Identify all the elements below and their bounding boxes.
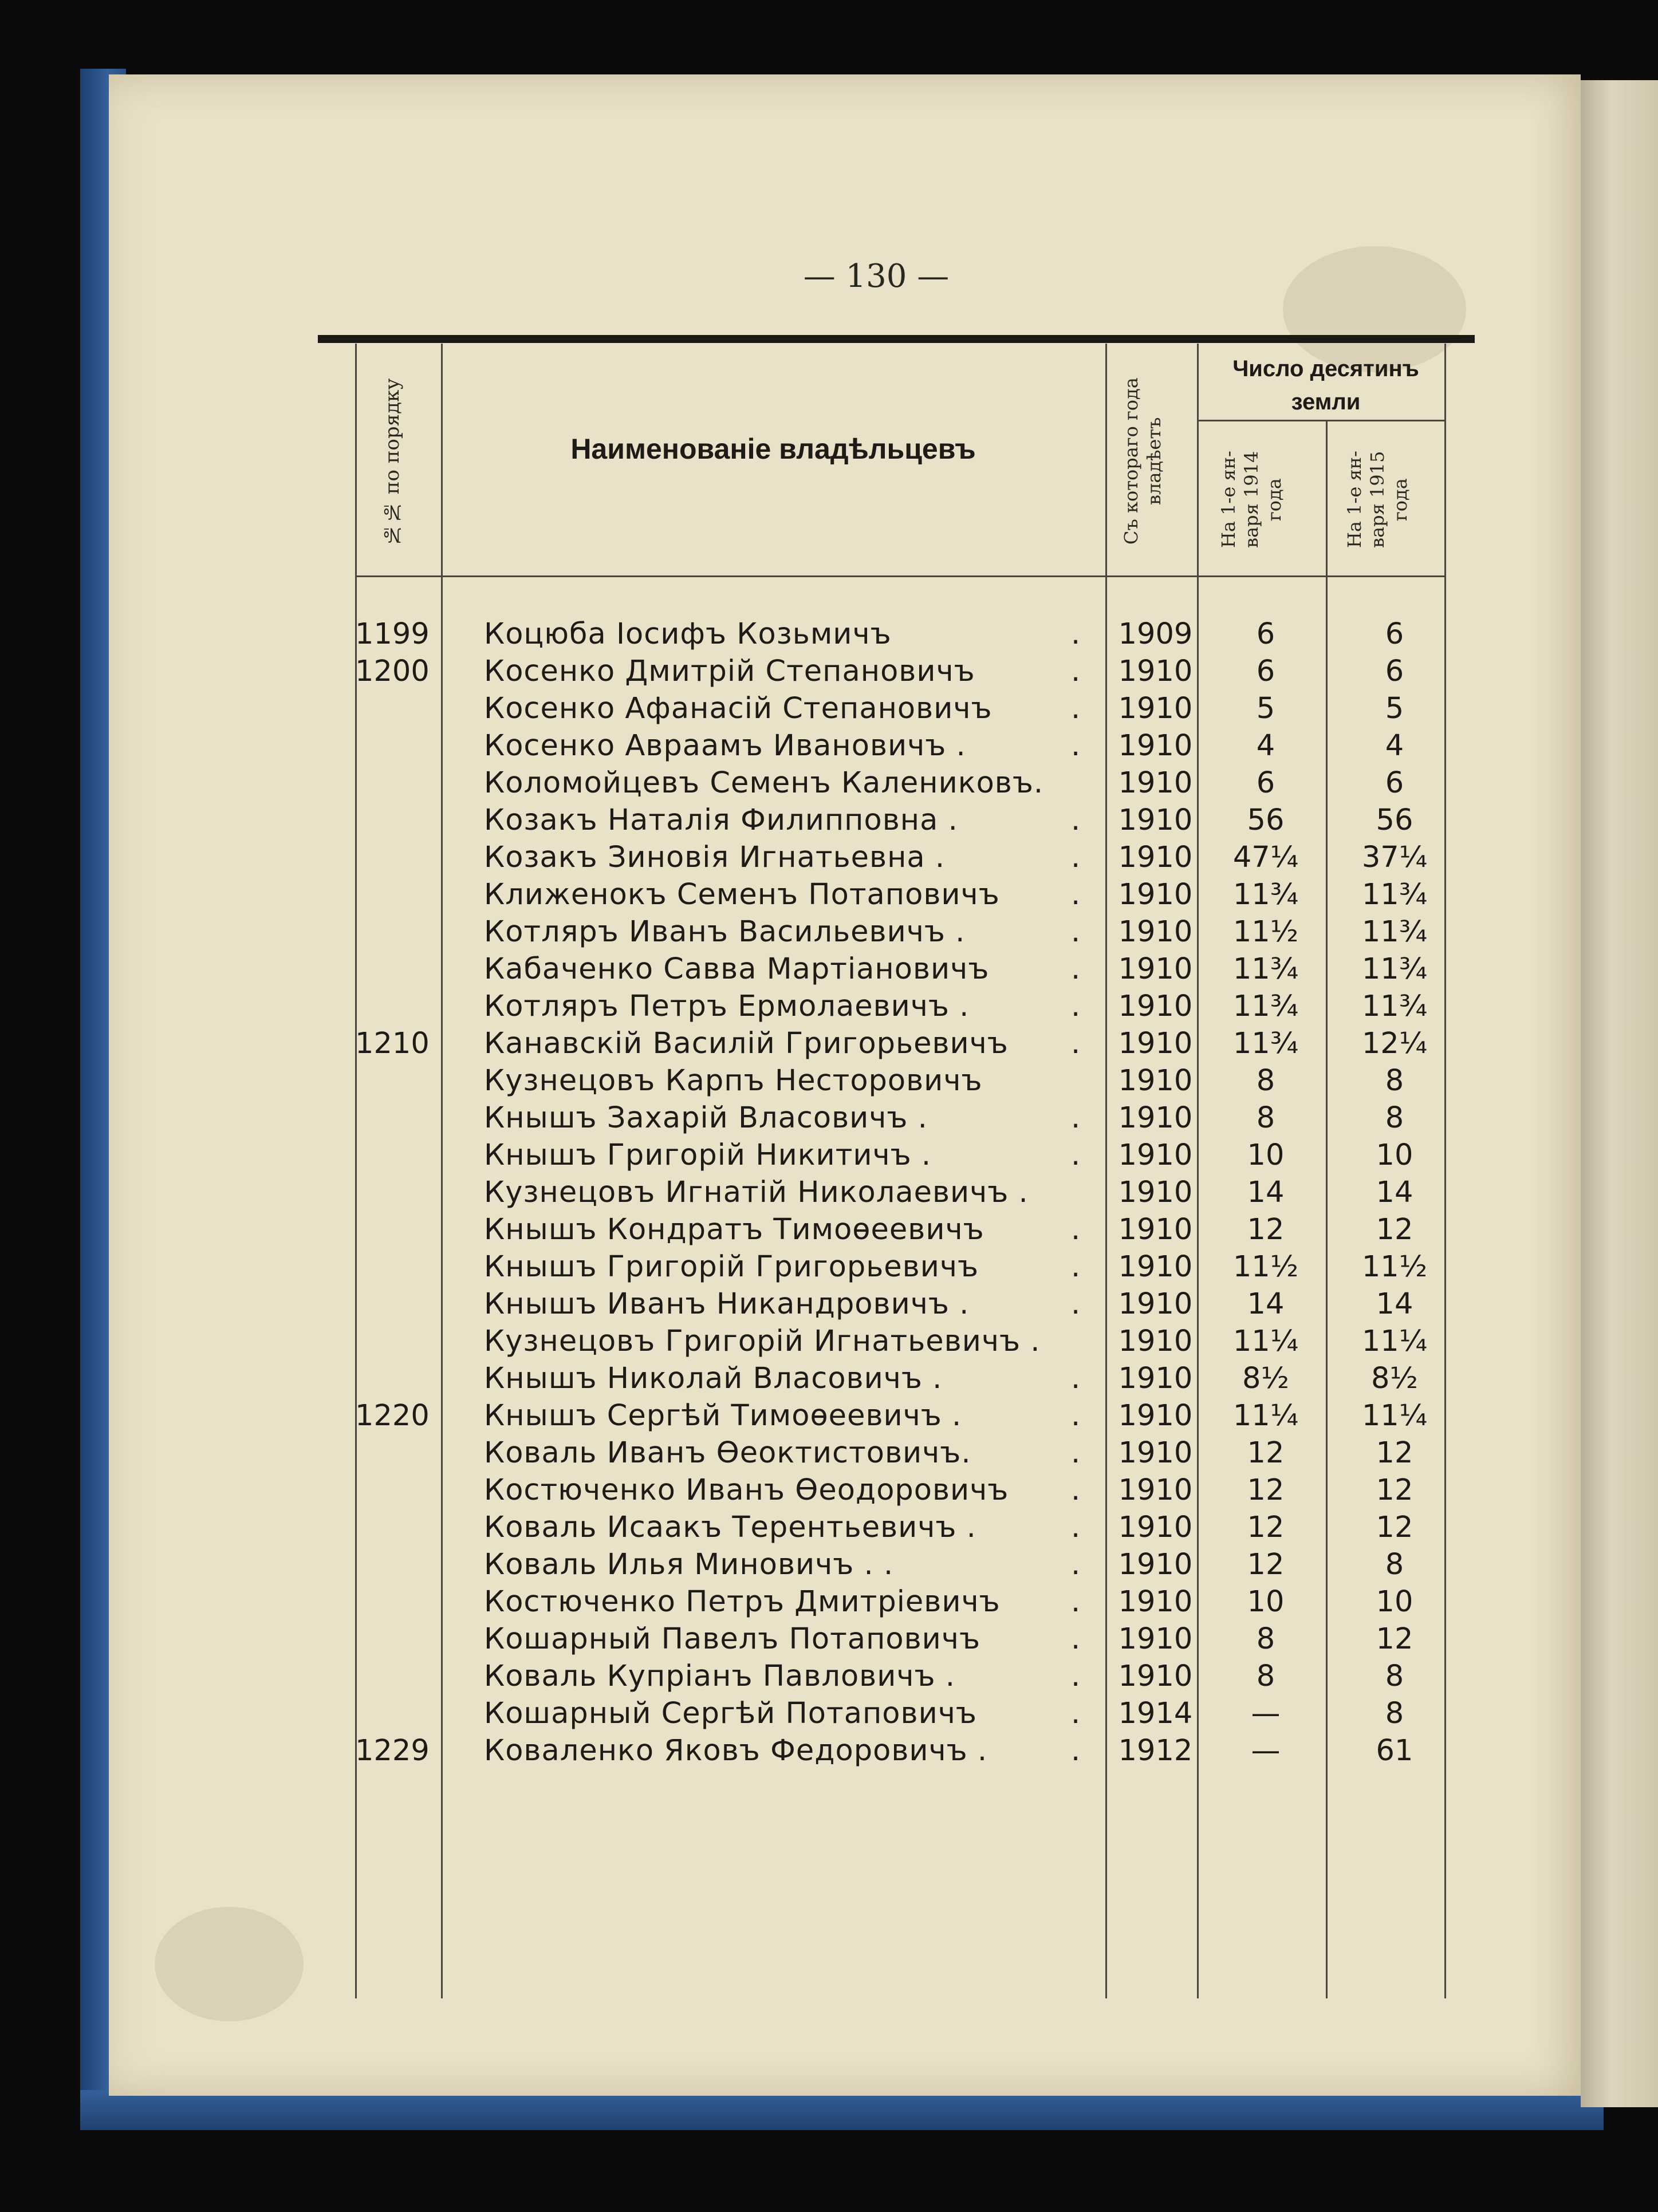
row-since-year: 1910 [1118, 1399, 1193, 1433]
table-row [0, 802, 1489, 839]
row-land-1914: 11½ [1232, 915, 1299, 949]
row-owner-name: Кнышъ Григорій Григорьевичъ [484, 1250, 979, 1284]
row-land-1915: 12 [1376, 1436, 1413, 1470]
row-owner-name: Кузнецовъ Игнатій Николаевичъ . [484, 1176, 1029, 1209]
row-since-year: 1909 [1118, 617, 1193, 651]
row-land-1914: 8 [1256, 1101, 1275, 1135]
row-land-1914: 11¾ [1232, 878, 1299, 912]
row-land-1914: 10 [1247, 1585, 1285, 1619]
row-land-1914: 8 [1256, 1064, 1275, 1098]
table-row [0, 988, 1489, 1025]
row-land-1915: 5 [1385, 692, 1404, 725]
table-row [0, 1509, 1489, 1546]
row-leader-dot: . [1071, 1734, 1081, 1768]
row-land-1915: 11¾ [1361, 915, 1428, 949]
row-leader-dot: . [1071, 878, 1081, 912]
row-land-1915: 8½ [1371, 1362, 1418, 1395]
table-row [0, 1732, 1489, 1769]
row-owner-name: Коваль Илья Миновичъ . . [484, 1548, 894, 1582]
row-since-year: 1910 [1118, 1101, 1193, 1135]
row-land-1915: 8 [1385, 1697, 1404, 1730]
table-row [0, 876, 1489, 913]
row-land-1914: 14 [1247, 1176, 1285, 1209]
row-land-1914: 12 [1247, 1473, 1285, 1507]
row-land-1915: 11½ [1361, 1250, 1428, 1284]
row-owner-name: Кузнецовъ Карпъ Несторовичъ [484, 1064, 983, 1098]
row-land-1914: 10 [1247, 1138, 1285, 1172]
table-row [0, 1211, 1489, 1248]
row-leader-dot: . [1071, 1548, 1081, 1582]
row-since-year: 1910 [1118, 1027, 1193, 1060]
table-row [0, 1472, 1489, 1509]
row-since-year: 1910 [1118, 1585, 1193, 1619]
row-order-number: 1210 [355, 1027, 430, 1060]
row-leader-dot: . [1071, 1622, 1081, 1656]
row-leader-dot: . [1071, 729, 1081, 763]
row-land-1914: 11¼ [1232, 1324, 1299, 1358]
row-land-1914: 12 [1247, 1213, 1285, 1247]
row-land-1915: 11¾ [1361, 878, 1428, 912]
row-land-1914: 5 [1256, 692, 1275, 725]
row-leader-dot: . [1071, 1101, 1081, 1135]
row-land-1915: 56 [1376, 803, 1413, 837]
table-row [0, 1546, 1489, 1583]
row-land-1914: 8½ [1242, 1362, 1289, 1395]
row-land-1915: 12 [1376, 1511, 1413, 1544]
row-leader-dot: . [1071, 1213, 1081, 1247]
table-row [0, 1583, 1489, 1620]
row-owner-name: Коцюба Іосифъ Козьмичъ [484, 617, 892, 651]
row-owner-name: Коваленко Яковъ Федоровичъ . [484, 1734, 988, 1768]
row-land-1915: 8 [1385, 1548, 1404, 1582]
row-land-1915: 14 [1376, 1287, 1413, 1321]
row-since-year: 1910 [1118, 1548, 1193, 1582]
table-row [0, 913, 1489, 951]
row-land-1914: 6 [1256, 654, 1275, 688]
column-group-land-header: Число десятинъ земли [1232, 356, 1419, 415]
table-row [0, 1360, 1489, 1397]
row-land-1914: 12 [1247, 1548, 1285, 1582]
row-since-year: 1914 [1118, 1697, 1193, 1730]
row-leader-dot: . [1071, 1287, 1081, 1321]
table-row [0, 1025, 1489, 1062]
row-land-1915: 14 [1376, 1176, 1413, 1209]
row-leader-dot: . [1071, 989, 1081, 1023]
table-row [0, 951, 1489, 988]
row-land-1915: 6 [1385, 766, 1404, 800]
row-land-1915: 8 [1385, 1064, 1404, 1098]
column-header-jan-1914: На 1-е ян- варя 1914 года [1218, 451, 1285, 549]
table-row [0, 616, 1489, 653]
row-land-1914: 11½ [1232, 1250, 1299, 1284]
row-land-1914: 8 [1256, 1659, 1275, 1693]
row-owner-name: Кнышъ Захарій Власовичъ . [484, 1101, 928, 1135]
row-land-1914: 6 [1256, 617, 1275, 651]
row-since-year: 1910 [1118, 915, 1193, 949]
row-owner-name: Коваль Исаакъ Терентьевичъ . [484, 1511, 976, 1544]
row-owner-name: Кнышъ Николай Власовичъ . [484, 1362, 943, 1395]
row-leader-dot: . [1071, 1399, 1081, 1433]
row-leader-dot: . [1071, 617, 1081, 651]
row-land-1914: 47¼ [1232, 841, 1299, 874]
table-row [0, 1434, 1489, 1472]
row-leader-dot: . [1071, 1511, 1081, 1544]
row-since-year: 1910 [1118, 841, 1193, 874]
table-row [0, 1695, 1489, 1732]
row-owner-name: Кошарный Сергѣй Потаповичъ [484, 1697, 977, 1730]
row-leader-dot: . [1071, 841, 1081, 874]
row-leader-dot: . [1071, 1436, 1081, 1470]
row-owner-name: Кабаченко Савва Мартіановичъ [484, 952, 990, 986]
row-since-year: 1910 [1118, 1473, 1193, 1507]
row-leader-dot: . [1071, 1697, 1081, 1730]
row-leader-dot: . [1071, 692, 1081, 725]
row-owner-name: Клиженокъ Семенъ Потаповичъ [484, 878, 1000, 912]
row-leader-dot: . [1071, 915, 1081, 949]
row-land-1915: 11¾ [1361, 989, 1428, 1023]
row-land-1915: 8 [1385, 1659, 1404, 1693]
row-owner-name: Козакъ Наталія Филипповна . [484, 803, 958, 837]
page-number: — 130 — [803, 258, 950, 295]
row-land-1915: 61 [1376, 1734, 1413, 1768]
row-land-1915: 12 [1376, 1473, 1413, 1507]
row-owner-name: Костюченко Петръ Дмитріевичъ [484, 1585, 1001, 1619]
table-row [0, 1323, 1489, 1360]
row-owner-name: Костюченко Иванъ Ѳеодоровичъ [484, 1473, 1009, 1507]
row-leader-dot: . [1071, 654, 1081, 688]
row-owner-name: Кнышъ Григорій Никитичъ . [484, 1138, 932, 1172]
row-since-year: 1910 [1118, 1138, 1193, 1172]
table-row [0, 764, 1489, 802]
row-order-number: 1199 [355, 617, 430, 651]
row-leader-dot: . [1071, 952, 1081, 986]
row-order-number: 1229 [355, 1734, 430, 1768]
column-header-owners: Наименованіе владѣльцевъ [570, 433, 976, 465]
row-owner-name: Кнышъ Иванъ Никандровичъ . [484, 1287, 970, 1321]
row-since-year: 1910 [1118, 1213, 1193, 1247]
row-since-year: 1910 [1118, 989, 1193, 1023]
row-order-number: 1200 [355, 654, 430, 688]
row-leader-dot: . [1071, 1027, 1081, 1060]
row-since-year: 1910 [1118, 1287, 1193, 1321]
row-leader-dot: . [1071, 1473, 1081, 1507]
table-row [0, 1286, 1489, 1323]
row-land-1914: 14 [1247, 1287, 1285, 1321]
table-row [0, 1174, 1489, 1211]
row-land-1915: 12 [1376, 1622, 1413, 1656]
row-leader-dot: . [1071, 1362, 1081, 1395]
row-owner-name: Котляръ Иванъ Васильевичъ . [484, 915, 966, 949]
row-since-year: 1910 [1118, 1659, 1193, 1693]
row-owner-name: Коваль Купріанъ Павловичъ . [484, 1659, 955, 1693]
row-since-year: 1910 [1118, 1176, 1193, 1209]
row-land-1915: 37¼ [1361, 841, 1428, 874]
row-land-1914: 11¼ [1232, 1399, 1299, 1433]
row-owner-name: Коваль Иванъ Ѳеоктистовичъ. [484, 1436, 971, 1470]
book-cover-bottom [80, 2090, 1604, 2130]
row-land-1914: — [1251, 1697, 1281, 1730]
row-leader-dot: . [1071, 1250, 1081, 1284]
table-row [0, 690, 1489, 727]
header-bottom-rule [355, 575, 1444, 577]
table-row [0, 727, 1489, 764]
row-land-1915: 11¾ [1361, 952, 1428, 986]
row-owner-name: Канавскій Василій Григорьевичъ [484, 1027, 1009, 1060]
row-land-1914: 12 [1247, 1436, 1285, 1470]
row-land-1915: 8 [1385, 1101, 1404, 1135]
row-land-1915: 10 [1376, 1138, 1413, 1172]
table-row [0, 839, 1489, 876]
owners-table-body [0, 616, 1489, 1769]
group-header-divider [1197, 420, 1444, 421]
table-row [0, 653, 1489, 690]
row-land-1914: 11¾ [1232, 952, 1299, 986]
row-leader-dot: . [1071, 1659, 1081, 1693]
table-row [0, 1062, 1489, 1099]
row-owner-name: Косенко Афанасій Степановичъ [484, 692, 993, 725]
table-row [0, 1099, 1489, 1137]
row-since-year: 1910 [1118, 1064, 1193, 1098]
row-since-year: 1910 [1118, 1324, 1193, 1358]
row-land-1915: 11¼ [1361, 1324, 1428, 1358]
row-land-1915: 11¼ [1361, 1399, 1428, 1433]
adjacent-page-edge [1581, 80, 1658, 2107]
row-owner-name: Кузнецовъ Григорій Игнатьевичъ . [484, 1324, 1041, 1358]
row-since-year: 1910 [1118, 766, 1193, 800]
row-owner-name: Кнышъ Сергѣй Тимоѳеевичъ . [484, 1399, 962, 1433]
row-land-1914: — [1251, 1734, 1281, 1768]
row-owner-name: Коломойцевъ Семенъ Калениковъ. [484, 766, 1044, 800]
table-row [0, 1658, 1489, 1695]
row-since-year: 1910 [1118, 1511, 1193, 1544]
table-row [0, 1397, 1489, 1434]
row-owner-name: Кнышъ Кондратъ Тимоѳеевичъ [484, 1213, 984, 1247]
row-leader-dot: . [1071, 1138, 1081, 1172]
page-stain [155, 1907, 304, 2021]
row-since-year: 1912 [1118, 1734, 1193, 1768]
row-since-year: 1910 [1118, 952, 1193, 986]
row-land-1915: 4 [1385, 729, 1404, 763]
column-header-since-year: Съ котораго года владѣетъ [1120, 377, 1165, 545]
row-since-year: 1910 [1118, 1362, 1193, 1395]
row-since-year: 1910 [1118, 878, 1193, 912]
column-header-order-number: №№ по порядку [381, 378, 404, 547]
row-since-year: 1910 [1118, 654, 1193, 688]
table-top-rule [318, 335, 1475, 343]
row-land-1915: 12¼ [1361, 1027, 1428, 1060]
row-leader-dot: . [1071, 1585, 1081, 1619]
column-header-jan-1915: На 1-е ян- варя 1915 года [1344, 451, 1411, 549]
row-owner-name: Косенко Дмитрій Степановичъ [484, 654, 975, 688]
row-since-year: 1910 [1118, 729, 1193, 763]
row-land-1914: 11¾ [1232, 1027, 1299, 1060]
row-land-1914: 4 [1256, 729, 1275, 763]
row-land-1915: 6 [1385, 654, 1404, 688]
row-land-1914: 8 [1256, 1622, 1275, 1656]
row-since-year: 1910 [1118, 692, 1193, 725]
row-land-1914: 56 [1247, 803, 1285, 837]
row-land-1915: 10 [1376, 1585, 1413, 1619]
row-order-number: 1220 [355, 1399, 430, 1433]
row-leader-dot: . [1071, 803, 1081, 837]
table-row [0, 1620, 1489, 1658]
row-owner-name: Котляръ Петръ Ермолаевичъ . [484, 989, 970, 1023]
table-row [0, 1248, 1489, 1286]
row-owner-name: Козакъ Зиновія Игнатьевна . [484, 841, 946, 874]
table-row [0, 1137, 1489, 1174]
row-land-1915: 6 [1385, 617, 1404, 651]
row-owner-name: Кошарный Павелъ Потаповичъ [484, 1622, 980, 1656]
row-owner-name: Косенко Авраамъ Ивановичъ . [484, 729, 966, 763]
row-since-year: 1910 [1118, 1436, 1193, 1470]
row-land-1914: 12 [1247, 1511, 1285, 1544]
row-land-1914: 11¾ [1232, 989, 1299, 1023]
row-land-1915: 12 [1376, 1213, 1413, 1247]
row-since-year: 1910 [1118, 803, 1193, 837]
row-since-year: 1910 [1118, 1250, 1193, 1284]
row-land-1914: 6 [1256, 766, 1275, 800]
row-since-year: 1910 [1118, 1622, 1193, 1656]
